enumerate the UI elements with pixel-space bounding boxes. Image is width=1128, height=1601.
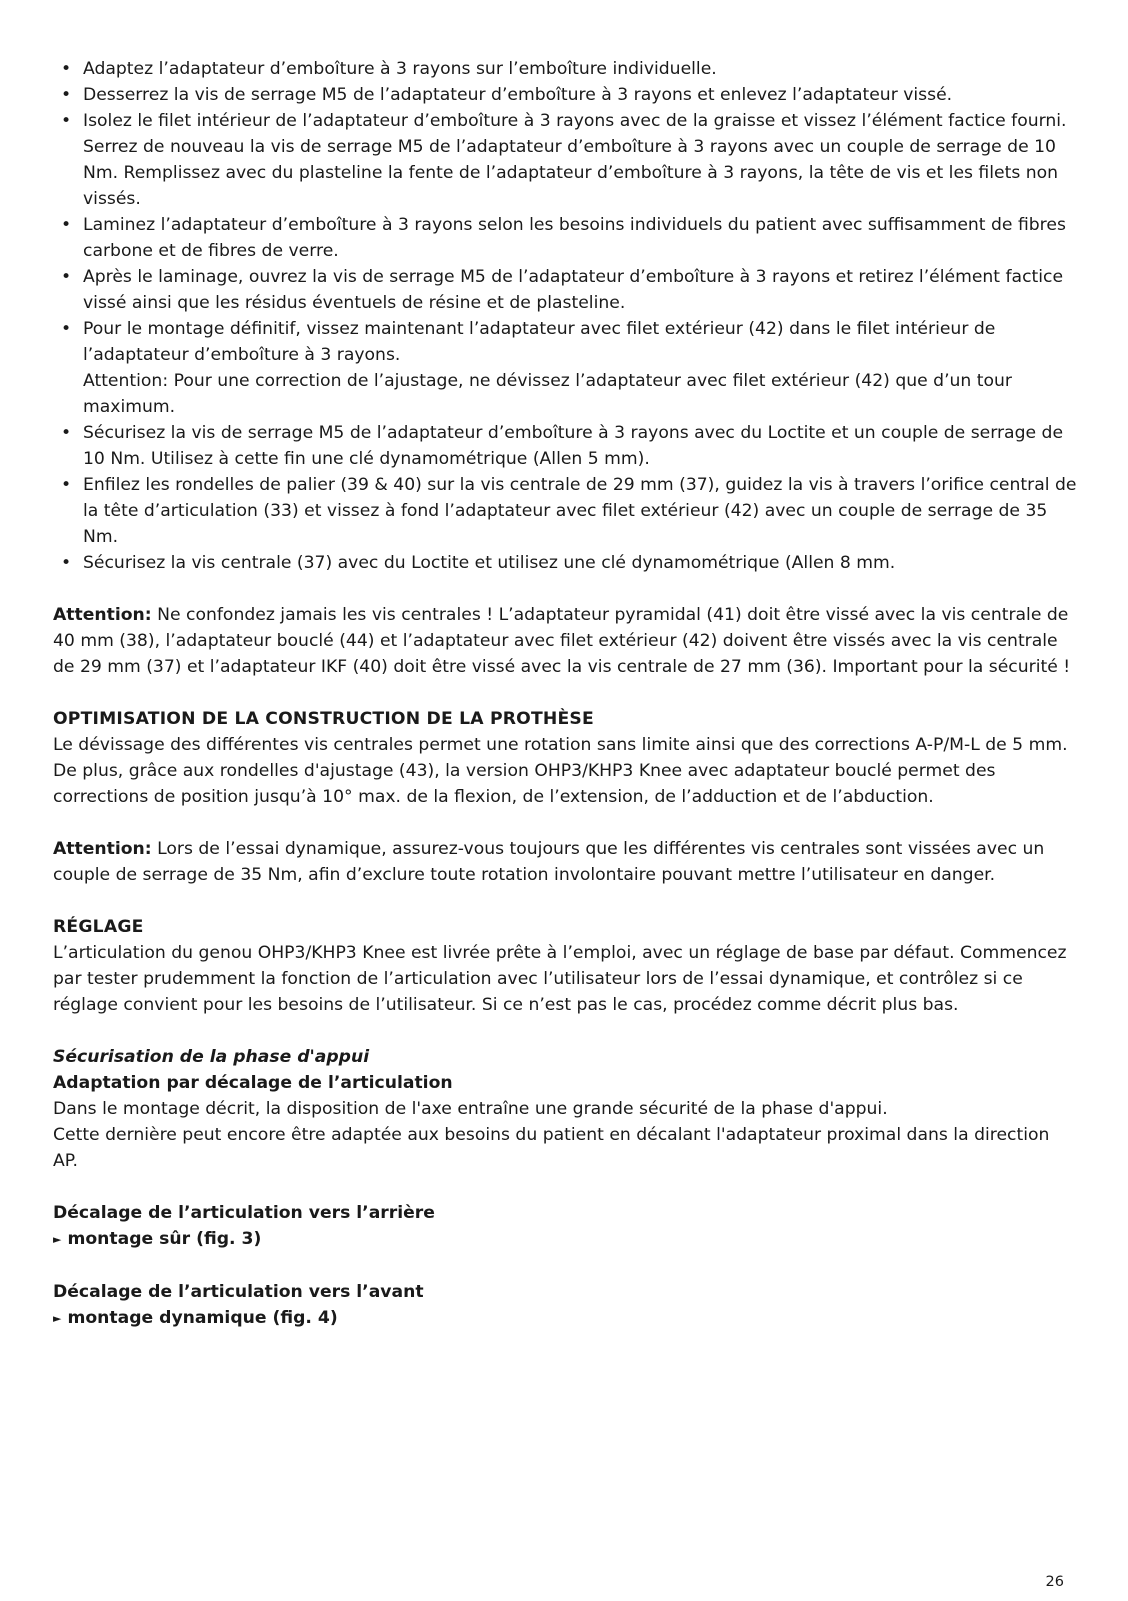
list-item-text: • Adaptez l’adaptateur d’emboîture à 3 rayons sur l’emboîture individuelle. — [83, 59, 717, 79]
attention-label: Attention: — [53, 839, 152, 859]
list-item-text: • Sécurisez la vis centrale (37) avec du Loctite et utilisez une clé dynamométrique (Allen 8 mm. — [83, 553, 896, 573]
list-item — [53, 420, 1078, 472]
list-item-text: • Sécurisez la vis de serrage M5 de l’adaptateur d’emboîture à 3 rayons avec du Loctite et un couple de serrage de 10 Nm. Utilisez à cette fin une clé dynamométrique (Allen 5 mm). — [83, 423, 1064, 469]
attention-label: Attention: — [53, 605, 152, 625]
offset-rear-title: Décalage de l’articulation vers l’arrière — [53, 1203, 435, 1223]
offset-rear-text: montage sûr (fig. 3) — [67, 1229, 262, 1249]
paragraph: L’articulation du genou OHP3/KHP3 Knee est livrée prête à l’emploi, avec un réglage de base par défaut. Commencez par tester prudemment la fonction de l’articulation avec l’utilisateur lors de l’essai dynamique, et contrôlez si ce réglage convient pour les besoins de l’utilisateur. Si ce n’est pas le cas, procédez comme décrit plus bas. — [53, 943, 1067, 1015]
attention-paragraph — [53, 836, 1078, 888]
arrow-right-icon: ► — [53, 1312, 62, 1325]
paragraph: De plus, grâce aux rondelles d'ajustage (43), la version OHP3/KHP3 Knee avec adaptateur bouclé permet des corrections de position jusqu’à 10° max. de la flexion, de l’extension, de l’adduction et de l’abduction. — [53, 761, 996, 807]
paragraph: Le dévissage des différentes vis centrales permet une rotation sans limite ainsi que des corrections A-P/M-L de 5 mm. — [53, 735, 1068, 755]
offset-front-result — [53, 1305, 1078, 1332]
list-item-text: • Après le laminage, ouvrez la vis de serrage M5 de l’adaptateur d’emboîture à 3 rayons et retirez l’élément factice vissé ainsi que les résidus éventuels de résine et de plasteline. — [83, 267, 1064, 313]
list-item — [53, 212, 1078, 264]
list-item-text: • Pour le montage définitif, vissez maintenant l’adaptateur avec filet extérieur (42) dans le filet intérieur de l’adaptateur d’emboîture à 3 rayons. — [83, 319, 996, 365]
list-item — [53, 472, 1078, 550]
list-item-text: • Laminez l’adaptateur d’emboîture à 3 rayons selon les besoins individuels du patient avec suffisamment de fibres carbone et de fibres de verre. — [83, 215, 1066, 261]
list-item — [53, 316, 1078, 420]
section-heading-optimisation: OPTIMISATION DE LA CONSTRUCTION DE LA PROTHÈSE — [53, 709, 594, 729]
list-item — [53, 550, 1078, 576]
list-item-attention-note: Attention: Pour une correction de l’ajustage, ne dévissez l’adaptateur avec filet extérieur (42) que d’un tour maximum. — [83, 371, 1012, 417]
list-item — [53, 264, 1078, 316]
instruction-list — [53, 56, 1078, 576]
list-item — [53, 82, 1078, 108]
list-item — [53, 108, 1078, 212]
arrow-right-icon: ► — [53, 1233, 62, 1246]
list-item-text: • Isolez le filet intérieur de l’adaptateur d’emboîture à 3 rayons avec de la graisse et vissez l’élément factice fourni. Serrez de nouveau la vis de serrage M5 de l’adaptateur d’emboîture à 3 rayons avec un couple de serrage de 10 Nm. Remplissez avec du plasteline la fente de l’adaptateur d’emboîture à 3 rayons, la tête de vis et les filets non vissés. — [83, 111, 1067, 209]
offset-front-text: montage dynamique (fig. 4) — [67, 1308, 338, 1328]
attention-paragraph — [53, 602, 1078, 680]
page-number: 26 — [1045, 1574, 1064, 1590]
attention-text: Lors de l’essai dynamique, assurez-vous toujours que les différentes vis centrales sont vissées avec un couple de serrage de 35 Nm, afin d’exclure toute rotation involontaire pouvant mettre l’utilisateur en danger. — [53, 839, 1045, 885]
section-heading-reglage: RÉGLAGE — [53, 917, 144, 937]
subsection-title: Sécurisation de la phase d'appui — [53, 1047, 370, 1067]
list-item-text: • Enfilez les rondelles de palier (39 & 40) sur la vis centrale de 29 mm (37), guidez la vis à travers l’orifice central de la tête d’articulation (33) et vissez à fond l’adaptateur avec filet extérieur (42) avec un couple de serrage de 35 Nm. — [83, 475, 1077, 547]
list-item-text: • Desserrez la vis de serrage M5 de l’adaptateur d’emboîture à 3 rayons et enlevez l’adaptateur vissé. — [83, 85, 953, 105]
offset-rear-result — [53, 1226, 1078, 1253]
list-item — [53, 56, 1078, 82]
subsection-subtitle: Adaptation par décalage de l’articulation — [53, 1073, 453, 1093]
document-page — [53, 56, 1078, 1332]
paragraph: Dans le montage décrit, la disposition de l'axe entraîne une grande sécurité de la phase d'appui. — [53, 1099, 888, 1119]
offset-front-title: Décalage de l’articulation vers l’avant — [53, 1282, 424, 1302]
attention-text: Ne confondez jamais les vis centrales ! L’adaptateur pyramidal (41) doit être vissé avec la vis centrale de 40 mm (38), l’adaptateur bouclé (44) et l’adaptateur avec filet extérieur (42) doivent être vissés avec la vis centrale de 29 mm (37) et l’adaptateur IKF (40) doit être vissé avec la vis centrale de 27 mm (36). Important pour la sécurité ! — [53, 605, 1071, 677]
paragraph: Cette dernière peut encore être adaptée aux besoins du patient en décalant l'adaptateur proximal dans la direction AP. — [53, 1125, 1050, 1171]
